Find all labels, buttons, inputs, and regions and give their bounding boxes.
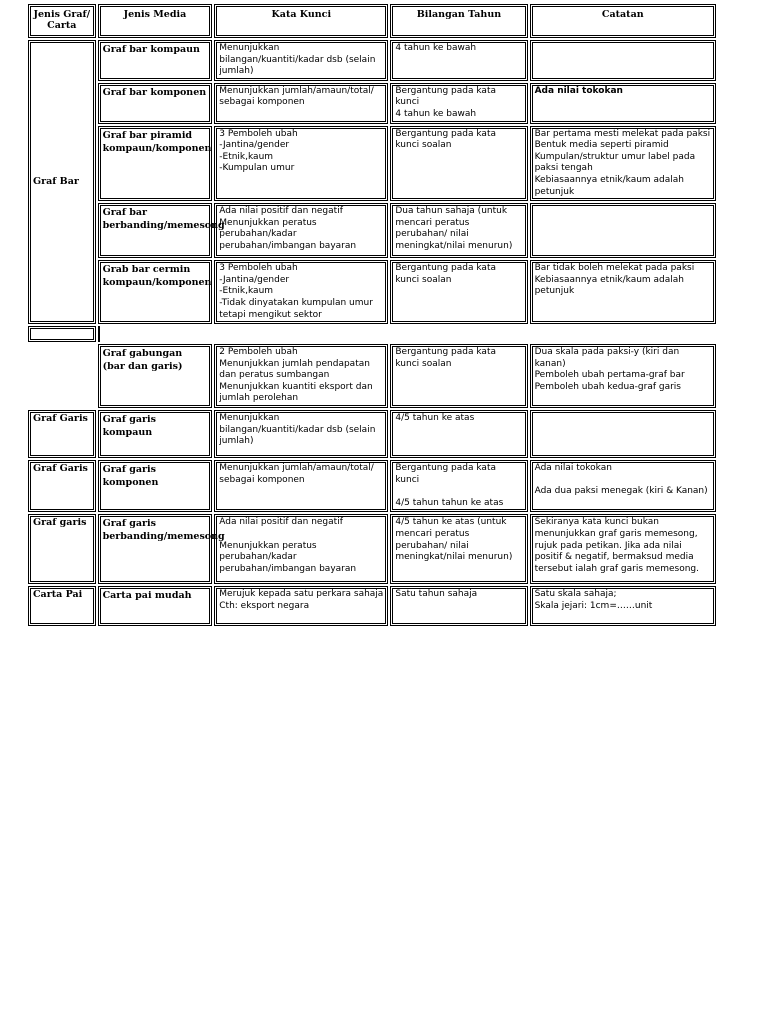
kunci-cell: 2 Pemboleh ubah Menunjukkan jumlah pendapatan dan peratus sumbangan Menunjukkan kuantiti eksport dan jumlah perolehan [214,344,388,408]
summary-table [26,2,718,628]
tahun-cell: 4/5 tahun ke atas [390,410,527,458]
group-label-cell: Graf Garis [28,460,96,512]
group-label-cell: Graf Garis [28,410,96,458]
table-row [28,344,716,408]
media-cell: Graf bar komponen [98,83,213,124]
media-cell: Graf gabungan (bar dan garis) [98,344,213,408]
header-bilangan-tahun: Bilangan Tahun [390,4,527,38]
document-page [26,2,718,612]
group-label-graf-bar: Graf Bar [28,40,96,324]
table-row [28,203,716,258]
media-cell: Carta pai mudah [98,586,213,626]
tahun-cell: Bergantung pada kata kunci soalan [390,126,527,202]
header-kata-kunci: Kata Kunci [214,4,388,38]
kunci-cell: Ada nilai positif dan negatif Menunjukkan peratus perubahan/kadar perubahan/imbangan bayaran [214,514,388,584]
catatan-cell: Ada nilai tokokan [530,83,716,124]
tahun-cell: Bergantung pada kata kunci soalan [390,344,527,408]
kunci-cell: Menunjukkan jumlah/amaun/total/ sebagai komponen [214,83,388,124]
kunci-cell: Merujuk kepada satu perkara sahaja Cth: eksport negara [214,586,388,626]
table-row [28,410,716,458]
table-row [28,586,716,626]
tahun-cell: Bergantung pada kata kunci 4 tahun ke bawah [390,83,527,124]
media-cell: Graf garis berbanding/memesong [98,514,213,584]
catatan-cell [530,40,716,81]
tahun-cell: Satu tahun sahaja [390,586,527,626]
tahun-cell: 4/5 tahun ke atas (untuk mencari peratus perubahan/ nilai meningkat/nilai menurun) [390,514,527,584]
tahun-cell: Bergantung pada kata kunci 4/5 tahun tahun ke atas [390,460,527,512]
group-label-cell: Carta Pai [28,586,96,626]
kunci-cell: 3 Pemboleh ubah -Jantina/gender -Etnik,kaum -Kumpulan umur [214,126,388,202]
media-cell: Graf bar kompaun [98,40,213,81]
catatan-cell [530,410,716,458]
table-row [28,460,716,512]
header-jenis-graf: Jenis Graf/ Carta [28,4,96,38]
table-row [28,514,716,584]
kunci-cell: 3 Pemboleh ubah -Jantina/gender -Etnik,kaum -Tidak dinyatakan kumpulan umur tetapi mengikut sektor [214,260,388,324]
media-cell: Grab bar cermin kompaun/komponen [98,260,213,324]
spacer-blank [98,326,716,342]
table-row [28,83,716,124]
group-label-empty [28,344,96,408]
catatan-cell: Bar tidak boleh melekat pada paksi Kebiasaannya etnik/kaum adalah petunjuk [530,260,716,324]
spacer-cell [28,326,96,342]
kunci-cell: Menunjukkan jumlah/amaun/total/ sebagai komponen [214,460,388,512]
catatan-cell: Ada nilai tokokan Ada dua paksi menegak (kiri & Kanan) [530,460,716,512]
tahun-cell: 4 tahun ke bawah [390,40,527,81]
header-jenis-media: Jenis Media [98,4,213,38]
catatan-cell: Satu skala sahaja; Skala jejari: 1cm=……unit [530,586,716,626]
tahun-cell: Bergantung pada kata kunci soalan [390,260,527,324]
spacer-row [28,326,716,342]
header-row [28,4,716,38]
tahun-cell: Dua tahun sahaja (untuk mencari peratus perubahan/ nilai meningkat/nilai menurun) [390,203,527,258]
catatan-cell [530,203,716,258]
kunci-cell: Ada nilai positif dan negatif Menunjukkan peratus perubahan/kadar perubahan/imbangan bayaran [214,203,388,258]
kunci-cell: Menunjukkan bilangan/kuantiti/kadar dsb (selain jumlah) [214,410,388,458]
header-catatan: Catatan [530,4,716,38]
table-row [28,40,716,81]
group-label-cell: Graf garis [28,514,96,584]
table-row [28,126,716,202]
media-cell: Graf garis komponen [98,460,213,512]
catatan-cell: Bar pertama mesti melekat pada paksi Bentuk media seperti piramid Kumpulan/struktur umur label pada paksi tengah Kebiasaannya etnik/kaum adalah petunjuk [530,126,716,202]
kunci-cell: Menunjukkan bilangan/kuantiti/kadar dsb (selain jumlah) [214,40,388,81]
catatan-cell: Dua skala pada paksi-y (kiri dan kanan) Pemboleh ubah pertama-graf bar Pemboleh ubah kedua-graf garis [530,344,716,408]
media-cell: Graf bar piramid kompaun/komponen [98,126,213,202]
table-row [28,260,716,324]
media-cell: Graf garis kompaun [98,410,213,458]
media-cell: Graf bar berbanding/memesong [98,203,213,258]
catatan-cell: Sekiranya kata kunci bukan menunjukkan graf garis memesong, rujuk pada petikan. Jika ada nilai positif & negatif, bermaksud media tersebut ialah graf garis memesong. [530,514,716,584]
